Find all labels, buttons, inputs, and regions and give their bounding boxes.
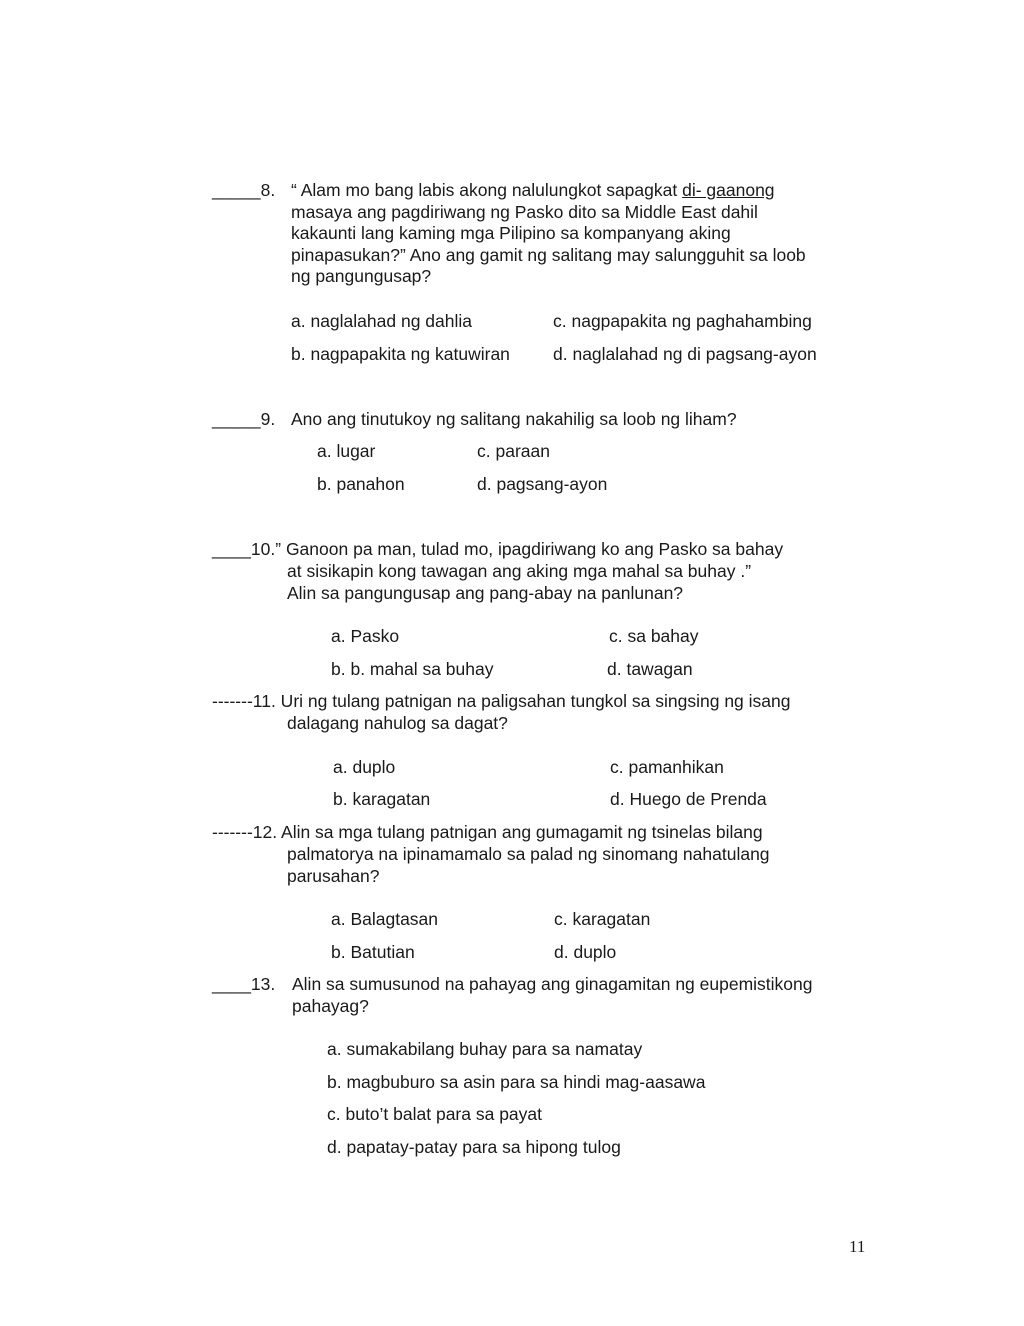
q10-line-1: ____10.” Ganoon pa man, tulad mo, ipagdiriwang ko ang Pasko sa bahay — [212, 539, 784, 559]
q12-choice-c: c. karagatan — [554, 909, 651, 929]
q12-choice-a: a. Balagtasan — [331, 909, 439, 929]
q11-line-2: dalagang nahulog sa dagat? — [287, 713, 508, 733]
q13-choice-a: a. sumakabilang buhay para sa namatay — [327, 1039, 643, 1059]
q9-choice-b: b. panahon — [317, 474, 405, 494]
q8-line-1 — [291, 180, 775, 201]
q11-choice-d: d. Huego de Prenda — [610, 789, 767, 809]
q8-choice-b: b. nagpapakita ng katuwiran — [291, 344, 510, 364]
q8-choice-a: a. naglalahad ng dahlia — [291, 311, 472, 331]
q9-line-1: Ano ang tinutukoy ng salitang nakahilig sa loob ng liham? — [291, 409, 737, 429]
q9-choice-d: d. pagsang-ayon — [477, 474, 608, 494]
q11-choice-a: a. duplo — [333, 757, 396, 777]
q11-line-1: -------11. Uri ng tulang patnigan na paligsahan tungkol sa singsing ng isang — [212, 691, 791, 711]
q12-choice-d: d. duplo — [554, 942, 617, 962]
q13-blank-number: ____13. — [212, 974, 276, 994]
q9-choice-a: a. lugar — [317, 441, 376, 461]
q11-choice-c: c. pamanhikan — [610, 757, 724, 777]
q10-choice-a: a. Pasko — [331, 626, 400, 646]
q12-line-1: -------12. Alin sa mga tulang patnigan ang gumagamit ng tsinelas bilang — [212, 822, 763, 842]
q10-choice-c: c. sa bahay — [609, 626, 699, 646]
q10-line-2: at sisikapin kong tawagan ang aking mga mahal sa buhay .” — [287, 561, 752, 581]
q8-choice-c: c. nagpapakita ng paghahambing — [553, 311, 812, 331]
q13-choice-c: c. buto’t balat para sa payat — [327, 1104, 542, 1124]
q8-line-2: masaya ang pagdiriwang ng Pasko dito sa Middle East dahil — [291, 202, 758, 222]
q12-choice-b: b. Batutian — [331, 942, 415, 962]
q8-line-1-text: “ Alam mo bang labis akong nalulungkot sapagkat — [291, 180, 683, 200]
q10-choice-b: b. b. mahal sa buhay — [331, 659, 494, 679]
page-number: 11 — [849, 1237, 866, 1256]
q9-choice-c: c. paraan — [477, 441, 550, 461]
q8-line-3: kakaunti lang kaming mga Pilipino sa kompanyang aking — [291, 223, 731, 243]
q11-choice-b: b. karagatan — [333, 789, 431, 809]
q13-choice-d: d. papatay-patay para sa hipong tulog — [327, 1137, 621, 1157]
q8-blank-number: _____8. — [212, 180, 276, 200]
q8-line-4: pinapasukan?” Ano ang gamit ng salitang may salungguhit sa loob — [291, 245, 806, 265]
q12-line-3: parusahan? — [287, 866, 380, 886]
q12-line-2: palmatorya na ipinamamalo sa palad ng sinomang nahatulang — [287, 844, 770, 864]
q13-choice-b: b. magbuburo sa asin para sa hindi mag-aasawa — [327, 1072, 706, 1092]
q10-line-3: Alin sa pangungusap ang pang-abay na panlunan? — [287, 583, 684, 603]
q10-choice-d: d. tawagan — [607, 659, 693, 679]
q8-line-5: ng pangungusap? — [291, 266, 432, 286]
q9-blank-number: _____9. — [212, 409, 276, 429]
q8-underlined-phrase: di- gaanong — [682, 180, 775, 200]
q13-line-1: Alin sa sumusunod na pahayag ang ginagamitan ng eupemistikong — [292, 974, 813, 994]
q8-choice-d: d. naglalahad ng di pagsang-ayon — [553, 344, 817, 364]
q13-line-2: pahayag? — [292, 996, 369, 1016]
